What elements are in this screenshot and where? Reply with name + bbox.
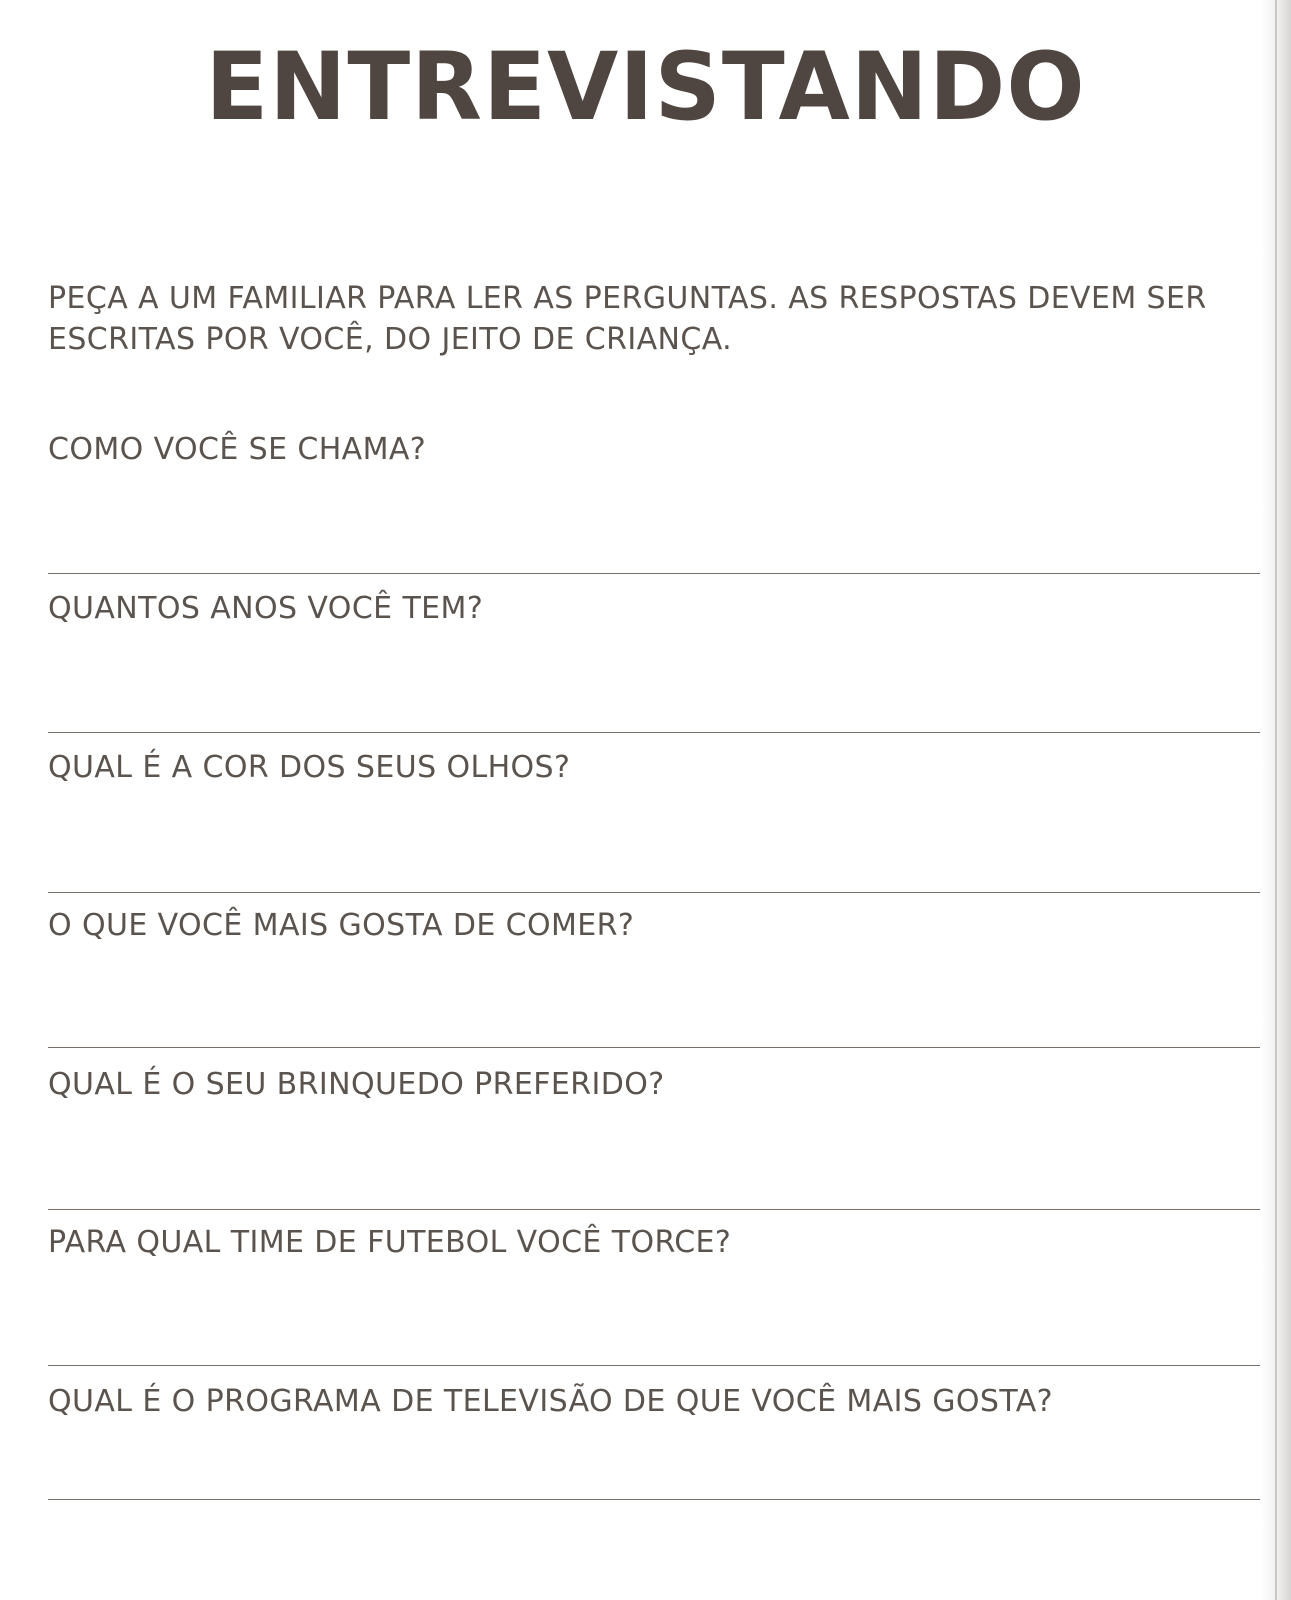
answer-line-age[interactable] <box>48 732 1260 733</box>
answer-line-favorite-toy[interactable] <box>48 1209 1260 1210</box>
answer-line-eye-color[interactable] <box>48 892 1260 893</box>
question-favorite-toy: QUAL É O SEU BRINQUEDO PREFERIDO? <box>48 1067 665 1102</box>
question-eye-color: QUAL É A COR DOS SEUS OLHOS? <box>48 750 571 785</box>
question-tv-program: QUAL É O PROGRAMA DE TELEVISÃO DE QUE VOCÊ MAIS GOSTA? <box>48 1384 1054 1419</box>
question-favorite-food: O QUE VOCÊ MAIS GOSTA DE COMER? <box>48 908 635 943</box>
answer-line-football-team[interactable] <box>48 1365 1260 1366</box>
answer-line-tv-program[interactable] <box>48 1499 1260 1500</box>
answer-line-name[interactable] <box>48 573 1260 574</box>
answer-line-favorite-food[interactable] <box>48 1047 1260 1048</box>
question-name: COMO VOCÊ SE CHAMA? <box>48 432 427 467</box>
page-edge-shadow <box>1275 0 1277 1600</box>
instructions-text: PEÇA A UM FAMILIAR PARA LER AS PERGUNTAS. AS RESPOSTAS DEVEM SER ESCRITAS POR VOCÊ, DO JEITO DE CRIANÇA. <box>48 281 1207 357</box>
page-title: ENTREVISTANDO <box>205 33 1086 142</box>
question-football-team: PARA QUAL TIME DE FUTEBOL VOCÊ TORCE? <box>48 1225 732 1260</box>
question-age: QUANTOS ANOS VOCÊ TEM? <box>48 591 484 626</box>
